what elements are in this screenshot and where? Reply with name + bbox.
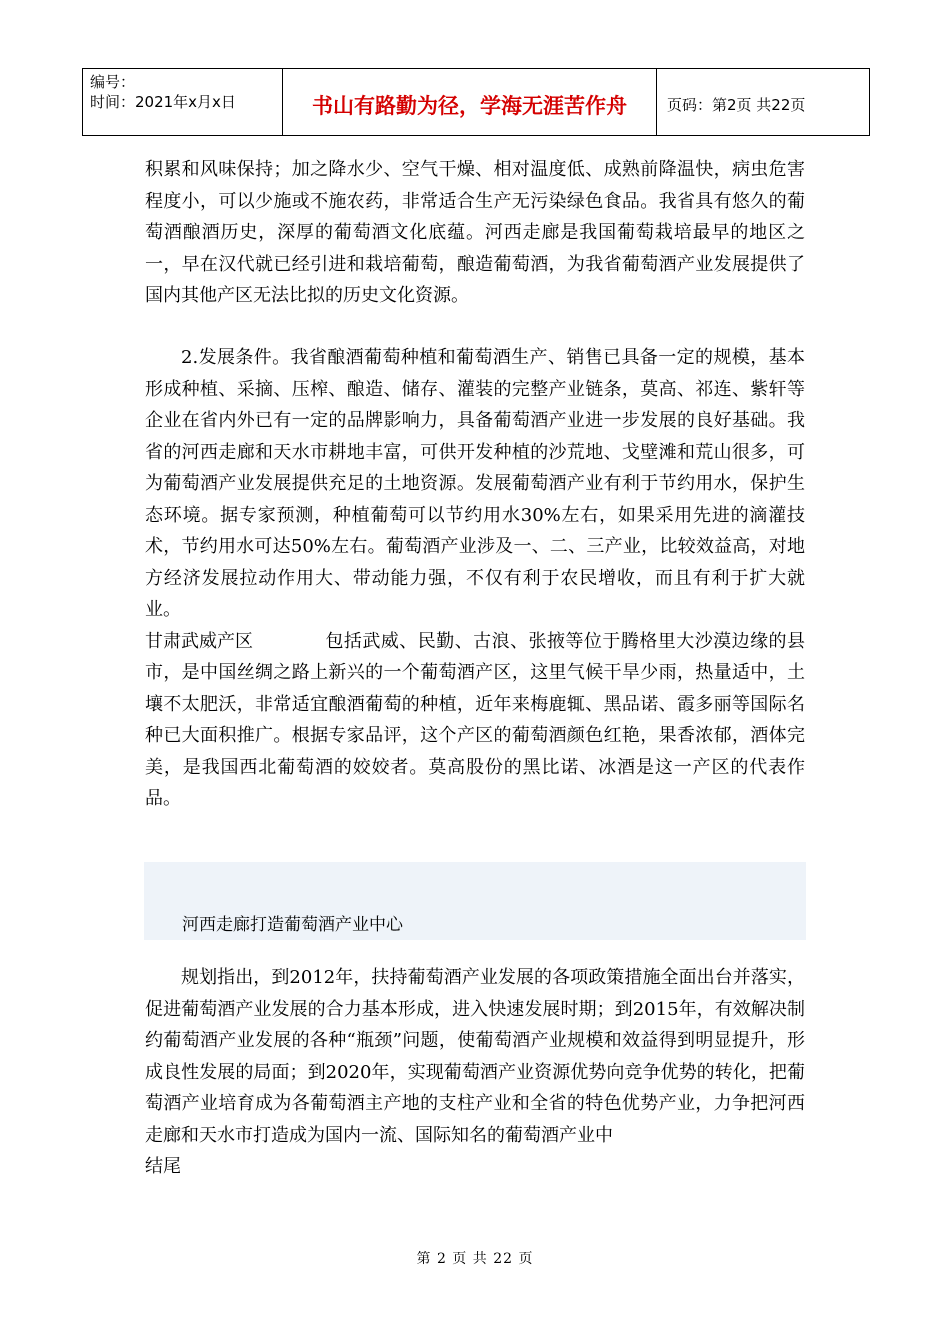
banner-title: 河西走廊打造葡萄酒产业中心: [182, 915, 403, 935]
section-banner: [144, 862, 806, 940]
page-footer: 第 2 页 共 22 页: [416, 1251, 534, 1267]
paragraph-plan: 规划指出，到2012年，扶持葡萄酒产业发展的各项政策措施全面出台并落实，促进葡萄酒产业发展的合力基本形成，进入快速发展时期；到2015年，有效解决制约葡萄酒产业发展的各种“瓶颈”问题，使葡萄酒产业规模和效益得到明显提升，形成良性发展的局面；到2020年，实现葡萄酒产业资源优势向竞争优势的转化，把葡萄酒产业培育成为各葡萄酒主产地的支柱产业和全省的特色优势产业，力争把河西走廊和天水市打造成为国内一流、国际知名的葡萄酒产业中: [145, 967, 805, 1146]
document-header-table: [82, 68, 870, 136]
region-label: 甘肃武威产区: [145, 630, 253, 652]
document-time-label: 时间：2021年x月x日: [90, 93, 236, 111]
header-motto: 书山有路勤为径，学海无涯苦作舟: [283, 69, 657, 135]
paragraph-wuwei-region: [145, 626, 805, 815]
body-section-plan: [145, 962, 805, 1183]
region-description: 包括武威、民勤、古浪、张掖等位于腾格里大沙漠边缘的县市，是中国丝绸之路上新兴的一个葡萄酒产区，这里气候干旱少雨，热量适中，土壤不太肥沃，非常适宜酿酒葡萄的种植，近年来梅鹿辄、黑品诺、霞多丽等国际名种已大面积推广。根据专家品评，这个产区的葡萄酒颜色红艳，果香浓郁，酒体完美，是我国西北葡萄酒的姣姣者。莫高股份的黑比诺、冰酒是这一产区的代表作品。: [145, 630, 805, 809]
header-page-info: 页码：第2页 共22页: [667, 95, 806, 114]
header-meta-cell: [83, 69, 283, 135]
document-number-label: 编号：: [90, 73, 136, 91]
paragraph-ending: 结尾: [145, 1156, 181, 1177]
body-section-conditions: [145, 342, 805, 815]
body-section-top: [145, 154, 805, 312]
paragraph-development-conditions: 2.发展条件。我省酿酒葡萄种植和葡萄酒生产、销售已具备一定的规模，基本形成种植、采摘、压榨、酿造、储存、灌装的完整产业链条，莫高、祁连、紫轩等企业在省内外已有一定的品牌影响力，具备葡萄酒产业进一步发展的良好基础。我省的河西走廊和天水市耕地丰富，可供开发种植的沙荒地、戈壁滩和荒山很多，可为葡萄酒产业发展提供充足的土地资源。发展葡萄酒产业有利于节约用水，保护生态环境。据专家预测，种植葡萄可以节约用水30%左右，如果采用先进的滴灌技术，节约用水可达50%左右。葡萄酒产业涉及一、二、三产业，比较效益高，对地方经济发展拉动作用大、带动能力强，不仅有利于农民增收，而且有利于扩大就业。: [145, 347, 805, 620]
paragraph-history: 积累和风味保持；加之降水少、空气干燥、相对温度低、成熟前降温快，病虫危害程度小，可以少施或不施农药，非常适合生产无污染绿色食品。我省具有悠久的葡萄酒酿酒历史，深厚的葡萄酒文化底蕴。河西走廊是我国葡萄栽培最早的地区之一，早在汉代就已经引进和栽培葡萄，酿造葡萄酒，为我省葡萄酒产业发展提供了国内其他产区无法比拟的历史文化资源。: [145, 159, 805, 306]
